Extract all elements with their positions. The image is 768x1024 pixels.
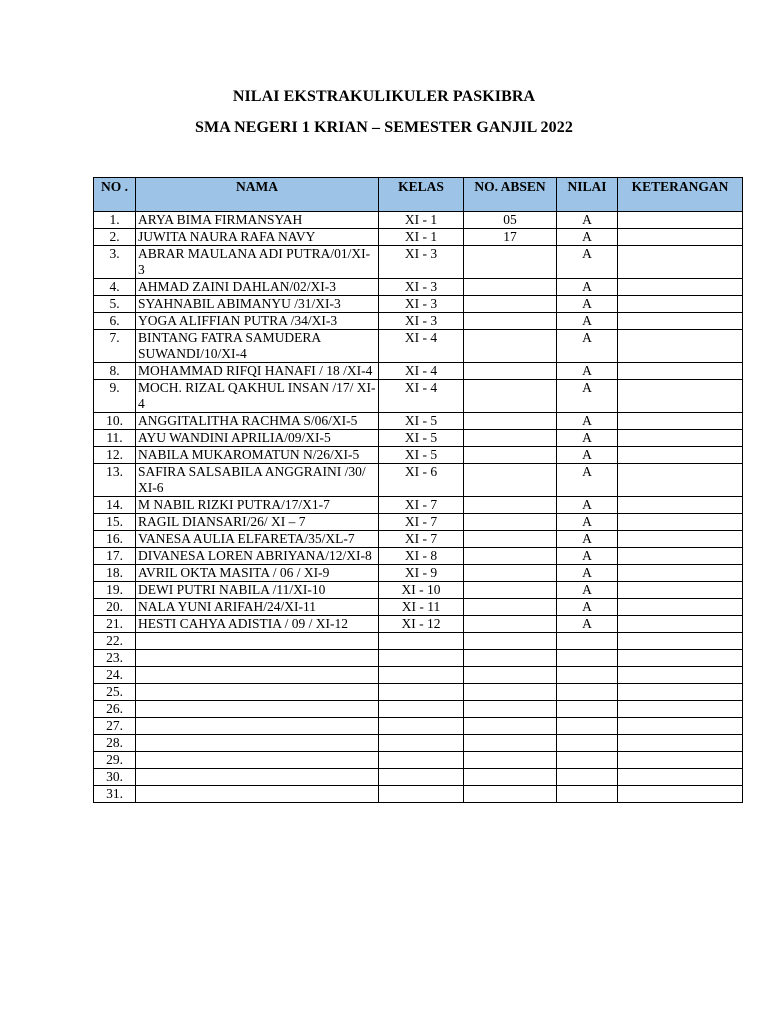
- table-row: [94, 330, 743, 363]
- cell-kelas: XI - 11: [379, 599, 464, 616]
- cell-no: 13.: [94, 464, 136, 497]
- table-row: [94, 430, 743, 447]
- cell-no-absen: [464, 279, 557, 296]
- cell-nilai: [557, 735, 618, 752]
- cell-nama: NABILA MUKAROMATUN N/26/XI-5: [136, 447, 379, 464]
- cell-kelas: XI - 5: [379, 447, 464, 464]
- cell-nilai: A: [557, 413, 618, 430]
- cell-kelas: [379, 735, 464, 752]
- cell-no-absen: [464, 413, 557, 430]
- cell-nilai: A: [557, 616, 618, 633]
- cell-no-absen: [464, 582, 557, 599]
- cell-nama: DIVANESA LOREN ABRIYANA/12/XI-8: [136, 548, 379, 565]
- cell-no: 23.: [94, 650, 136, 667]
- cell-kelas: [379, 786, 464, 803]
- cell-no-absen: [464, 330, 557, 363]
- cell-no-absen: [464, 363, 557, 380]
- cell-kelas: XI - 6: [379, 464, 464, 497]
- cell-keterangan: [618, 582, 743, 599]
- cell-no-absen: 05: [464, 212, 557, 229]
- cell-keterangan: [618, 684, 743, 701]
- cell-nilai: [557, 684, 618, 701]
- table-row: [94, 296, 743, 313]
- cell-keterangan: [618, 296, 743, 313]
- table-row: [94, 246, 743, 279]
- cell-keterangan: [618, 313, 743, 330]
- cell-nama: [136, 684, 379, 701]
- cell-kelas: XI - 4: [379, 330, 464, 363]
- cell-nilai: A: [557, 313, 618, 330]
- cell-kelas: XI - 3: [379, 296, 464, 313]
- cell-nama: M NABIL RIZKI PUTRA/17/X1-7: [136, 497, 379, 514]
- cell-nama: [136, 786, 379, 803]
- cell-nama: DEWI PUTRI NABILA /11/XI-10: [136, 582, 379, 599]
- cell-nama: [136, 752, 379, 769]
- cell-no-absen: [464, 514, 557, 531]
- cell-no-absen: [464, 718, 557, 735]
- cell-nama: NALA YUNI ARIFAH/24/XI-11: [136, 599, 379, 616]
- cell-nilai: [557, 633, 618, 650]
- cell-nilai: [557, 718, 618, 735]
- cell-nama: YOGA ALIFFIAN PUTRA /34/XI-3: [136, 313, 379, 330]
- table-row: [94, 229, 743, 246]
- cell-nilai: [557, 752, 618, 769]
- cell-no: 30.: [94, 769, 136, 786]
- cell-no-absen: [464, 246, 557, 279]
- cell-kelas: XI - 7: [379, 514, 464, 531]
- cell-nama: MOHAMMAD RIFQI HANAFI / 18 /XI-4: [136, 363, 379, 380]
- cell-nilai: A: [557, 212, 618, 229]
- header-keterangan: KETERANGAN: [618, 178, 743, 212]
- cell-keterangan: [618, 718, 743, 735]
- cell-keterangan: [618, 701, 743, 718]
- cell-nilai: A: [557, 497, 618, 514]
- table-row: [94, 514, 743, 531]
- cell-nama: BINTANG FATRA SAMUDERA SUWANDI/10/XI-4: [136, 330, 379, 363]
- cell-no-absen: [464, 313, 557, 330]
- cell-kelas: XI - 1: [379, 229, 464, 246]
- cell-nilai: A: [557, 380, 618, 413]
- header-no: NO .: [94, 178, 136, 212]
- cell-kelas: XI - 3: [379, 313, 464, 330]
- cell-no-absen: [464, 296, 557, 313]
- table-row: [94, 380, 743, 413]
- cell-nama: SAFIRA SALSABILA ANGGRAINI /30/ XI-6: [136, 464, 379, 497]
- cell-no: 2.: [94, 229, 136, 246]
- cell-keterangan: [618, 363, 743, 380]
- cell-no-absen: [464, 650, 557, 667]
- cell-kelas: XI - 9: [379, 565, 464, 582]
- cell-keterangan: [618, 769, 743, 786]
- cell-keterangan: [618, 246, 743, 279]
- cell-no: 18.: [94, 565, 136, 582]
- cell-no: 5.: [94, 296, 136, 313]
- cell-no-absen: [464, 633, 557, 650]
- table-row: [94, 497, 743, 514]
- cell-keterangan: [618, 514, 743, 531]
- cell-no-absen: [464, 430, 557, 447]
- table-row: [94, 565, 743, 582]
- cell-no: 3.: [94, 246, 136, 279]
- cell-nama: [136, 769, 379, 786]
- table-header-row: [94, 178, 743, 212]
- cell-nilai: A: [557, 531, 618, 548]
- cell-no: 11.: [94, 430, 136, 447]
- table-row: [94, 363, 743, 380]
- cell-kelas: [379, 752, 464, 769]
- table-row: [94, 718, 743, 735]
- cell-nilai: A: [557, 599, 618, 616]
- cell-no: 21.: [94, 616, 136, 633]
- table-row: [94, 684, 743, 701]
- cell-nilai: [557, 786, 618, 803]
- cell-no: 25.: [94, 684, 136, 701]
- cell-nama: [136, 718, 379, 735]
- cell-nilai: A: [557, 582, 618, 599]
- cell-nama: JUWITA NAURA RAFA NAVY: [136, 229, 379, 246]
- cell-no-absen: [464, 752, 557, 769]
- table-row: [94, 786, 743, 803]
- cell-no-absen: [464, 786, 557, 803]
- cell-nama: AHMAD ZAINI DAHLAN/02/XI-3: [136, 279, 379, 296]
- cell-no-absen: [464, 701, 557, 718]
- cell-keterangan: [618, 565, 743, 582]
- table-row: [94, 752, 743, 769]
- cell-no: 15.: [94, 514, 136, 531]
- document-title: NILAI EKSTRAKULIKULER PASKIBRA: [232, 88, 536, 105]
- cell-no: 16.: [94, 531, 136, 548]
- table-row: [94, 616, 743, 633]
- cell-no: 20.: [94, 599, 136, 616]
- cell-nama: MOCH. RIZAL QAKHUL INSAN /17/ XI-4: [136, 380, 379, 413]
- cell-nilai: [557, 769, 618, 786]
- cell-kelas: XI - 5: [379, 413, 464, 430]
- header-nilai: NILAI: [557, 178, 618, 212]
- table-row: [94, 599, 743, 616]
- cell-no: 14.: [94, 497, 136, 514]
- cell-kelas: XI - 7: [379, 531, 464, 548]
- cell-no-absen: [464, 380, 557, 413]
- cell-kelas: XI - 3: [379, 279, 464, 296]
- cell-nama: AYU WANDINI APRILIA/09/XI-5: [136, 430, 379, 447]
- cell-no: 1.: [94, 212, 136, 229]
- cell-keterangan: [618, 447, 743, 464]
- cell-nilai: [557, 667, 618, 684]
- cell-nilai: [557, 650, 618, 667]
- cell-nilai: A: [557, 548, 618, 565]
- cell-keterangan: [618, 616, 743, 633]
- cell-kelas: XI - 10: [379, 582, 464, 599]
- cell-nama: ABRAR MAULANA ADI PUTRA/01/XI-3: [136, 246, 379, 279]
- cell-kelas: XI - 7: [379, 497, 464, 514]
- header-nama: NAMA: [136, 178, 379, 212]
- cell-keterangan: [618, 633, 743, 650]
- cell-nilai: A: [557, 279, 618, 296]
- cell-kelas: XI - 5: [379, 430, 464, 447]
- cell-nilai: [557, 701, 618, 718]
- cell-no-absen: [464, 464, 557, 497]
- cell-no: 27.: [94, 718, 136, 735]
- cell-keterangan: [618, 786, 743, 803]
- cell-no: 26.: [94, 701, 136, 718]
- cell-keterangan: [618, 548, 743, 565]
- cell-nilai: A: [557, 464, 618, 497]
- cell-no-absen: [464, 497, 557, 514]
- table-row: [94, 212, 743, 229]
- table-row: [94, 279, 743, 296]
- table-row: [94, 548, 743, 565]
- cell-no-absen: [464, 447, 557, 464]
- cell-keterangan: [618, 430, 743, 447]
- cell-no: 8.: [94, 363, 136, 380]
- cell-kelas: [379, 633, 464, 650]
- header-kelas: KELAS: [379, 178, 464, 212]
- cell-no: 31.: [94, 786, 136, 803]
- cell-kelas: XI - 12: [379, 616, 464, 633]
- cell-nilai: A: [557, 229, 618, 246]
- table-row: [94, 650, 743, 667]
- document-subtitle: SMA NEGERI 1 KRIAN – SEMESTER GANJIL 2022: [195, 119, 573, 136]
- cell-nama: AVRIL OKTA MASITA / 06 / XI-9: [136, 565, 379, 582]
- cell-nama: ARYA BIMA FIRMANSYAH: [136, 212, 379, 229]
- cell-kelas: [379, 769, 464, 786]
- cell-kelas: XI - 1: [379, 212, 464, 229]
- cell-keterangan: [618, 735, 743, 752]
- table-row: [94, 313, 743, 330]
- table-row: [94, 701, 743, 718]
- cell-no-absen: 17: [464, 229, 557, 246]
- table-row: [94, 447, 743, 464]
- cell-keterangan: [618, 667, 743, 684]
- cell-no: 19.: [94, 582, 136, 599]
- cell-no: 7.: [94, 330, 136, 363]
- cell-nama: [136, 667, 379, 684]
- cell-no: 29.: [94, 752, 136, 769]
- cell-keterangan: [618, 464, 743, 497]
- table-row: [94, 633, 743, 650]
- cell-nama: [136, 701, 379, 718]
- cell-no-absen: [464, 769, 557, 786]
- cell-keterangan: [618, 380, 743, 413]
- grades-table: [93, 177, 743, 803]
- cell-no-absen: [464, 735, 557, 752]
- table-row: [94, 464, 743, 497]
- cell-nama: [136, 650, 379, 667]
- cell-no-absen: [464, 684, 557, 701]
- cell-nilai: A: [557, 565, 618, 582]
- cell-no: 4.: [94, 279, 136, 296]
- cell-keterangan: [618, 752, 743, 769]
- table-body: [94, 212, 743, 803]
- cell-no: 24.: [94, 667, 136, 684]
- cell-kelas: XI - 4: [379, 363, 464, 380]
- cell-keterangan: [618, 212, 743, 229]
- cell-no: 12.: [94, 447, 136, 464]
- cell-keterangan: [618, 330, 743, 363]
- cell-nama: VANESA AULIA ELFARETA/35/XL-7: [136, 531, 379, 548]
- cell-no-absen: [464, 531, 557, 548]
- cell-no-absen: [464, 616, 557, 633]
- table-row: [94, 413, 743, 430]
- cell-kelas: XI - 8: [379, 548, 464, 565]
- cell-no-absen: [464, 599, 557, 616]
- cell-nilai: A: [557, 296, 618, 313]
- cell-no: 22.: [94, 633, 136, 650]
- cell-keterangan: [618, 413, 743, 430]
- cell-nilai: A: [557, 430, 618, 447]
- cell-keterangan: [618, 650, 743, 667]
- cell-nilai: A: [557, 330, 618, 363]
- cell-kelas: [379, 684, 464, 701]
- cell-kelas: XI - 3: [379, 246, 464, 279]
- cell-keterangan: [618, 497, 743, 514]
- cell-kelas: [379, 718, 464, 735]
- cell-no: 9.: [94, 380, 136, 413]
- table-row: [94, 667, 743, 684]
- cell-kelas: [379, 701, 464, 718]
- cell-no: 10.: [94, 413, 136, 430]
- cell-no-absen: [464, 565, 557, 582]
- cell-nilai: A: [557, 447, 618, 464]
- cell-nama: SYAHNABIL ABIMANYU /31/XI-3: [136, 296, 379, 313]
- cell-no: 6.: [94, 313, 136, 330]
- table-row: [94, 582, 743, 599]
- cell-kelas: [379, 667, 464, 684]
- cell-keterangan: [618, 599, 743, 616]
- table-row: [94, 769, 743, 786]
- cell-nilai: A: [557, 246, 618, 279]
- cell-no-absen: [464, 667, 557, 684]
- cell-kelas: XI - 4: [379, 380, 464, 413]
- cell-no: 17.: [94, 548, 136, 565]
- cell-nama: RAGIL DIANSARI/26/ XI – 7: [136, 514, 379, 531]
- table-row: [94, 531, 743, 548]
- cell-nama: [136, 735, 379, 752]
- cell-no-absen: [464, 548, 557, 565]
- header-no-absen: NO. ABSEN: [464, 178, 557, 212]
- cell-nilai: A: [557, 514, 618, 531]
- cell-nilai: A: [557, 363, 618, 380]
- cell-kelas: [379, 650, 464, 667]
- cell-no: 28.: [94, 735, 136, 752]
- cell-keterangan: [618, 279, 743, 296]
- cell-keterangan: [618, 531, 743, 548]
- cell-nama: ANGGITALITHA RACHMA S/06/XI-5: [136, 413, 379, 430]
- table-row: [94, 735, 743, 752]
- cell-nama: HESTI CAHYA ADISTIA / 09 / XI-12: [136, 616, 379, 633]
- cell-keterangan: [618, 229, 743, 246]
- cell-nama: [136, 633, 379, 650]
